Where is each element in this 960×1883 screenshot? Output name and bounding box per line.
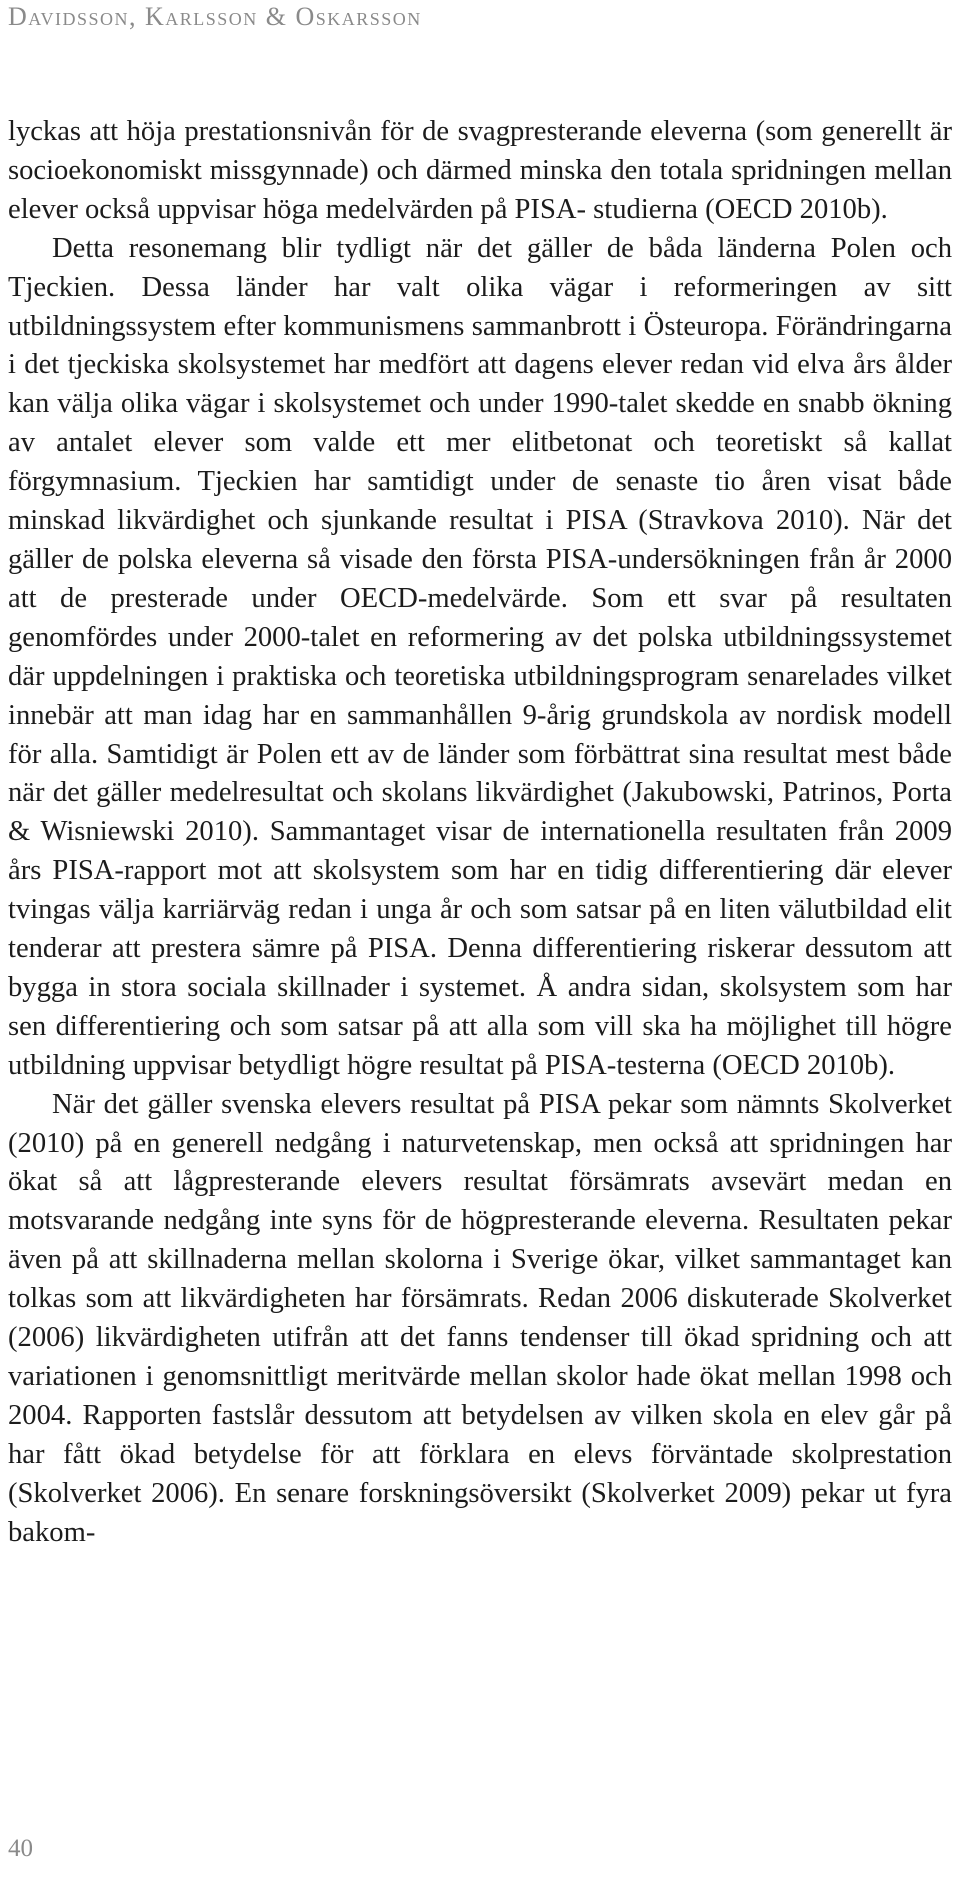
page-number: 40 xyxy=(8,1835,33,1862)
paragraph-continuation: lyckas att höja prestationsnivån för de svagpresterande eleverna (som generellt är socioekonomiskt missgynnade) och därmed minska den totala spridningen mellan elever också uppvisar höga medelvärden på PISA- studierna (OECD 2010b). xyxy=(8,116,952,225)
running-head: Davidsson, Karlsson & Oskarsson xyxy=(8,2,422,31)
paragraph-polen-tjeckien: Detta resonemang blir tydligt när det gäller de båda länderna Polen och Tjeckien. Dessa länder har valt olika vägar i reformeringen av sitt utbildningssystem efter kommunismens sammanbrott i Östeuropa. Förändringarna i det tjeckiska skolsystemet har medfört att dagens elever redan vid elva års ålder kan välja olika vägar i skolsystemet och under 1990-talet skedde en snabb ökning av antalet elever som valde ett mer elitbetonat och teoretiskt så kallat förgymnasium. Tjeckien har samtidigt under de senaste tio åren visat både minskad likvärdighet och sjunkande resultat i PISA (Stravkova 2010). När det gäller de polska eleverna så visade den första PISA-undersökningen från år 2000 att de presterade under OECD-medelvärde. Som ett svar på resultaten genomfördes under 2000-talet en reformering av det polska utbildningssystemet där uppdelningen i praktiska och teoretiska utbildningsprogram senarelades vilket innebär att man idag har en sammanhållen 9-årig grundskola av nordisk modell för alla. Samtidigt är Polen ett av de länder som förbättrat sina resultat mest både när det gäller medelresultat och skolans likvärdighet (Jakubowski, Patrinos, Porta & Wisniewski 2010). Sammantaget visar de internationella resultaten från 2009 års PISA-rapport mot att skolsystem som har en tidig differentiering där elever tvingas välja karriärväg redan i unga år och som satsar på en liten välutbildad elit tenderar att prestera sämre på PISA. Denna differentiering riskerar dessutom att bygga in stora sociala skillnader i systemet. Å andra sidan, skolsystem som har sen differentiering och som satsar på att alla som vill ska ha möjlighet till högre utbildning uppvisar betydligt högre resultat på PISA-testerna (OECD 2010b). xyxy=(8,232,952,1081)
paragraph-svenska-elever: När det gäller svenska elevers resultat på PISA pekar som nämnts Skolverket (2010) på en generell nedgång i naturvetenskap, men också att spridningen har ökat så att lågpresterande elevers resultat försämrats avsevärt medan en motsvarande nedgång inte syns för de högpresterande eleverna. Resultaten pekar även på att skillnaderna mellan skolorna i Sverige ökar, vilket sammantaget kan tolkas som att likvärdigheten har försämrats. Redan 2006 diskuterade Skolverket (2006) likvärdigheten utifrån att det fanns tendenser till ökad spridning och att variationen i genomsnittligt meritvärde mellan skolor hade ökat mellan 1998 och 2004. Rapporten fastslår dessutom att betydelsen av vilken skola en elev går på har fått ökad betydelse för att förklara en elevs förväntade skolprestation (Skolverket 2006). En senare forskningsöversikt (Skolverket 2009) pekar ut fyra bakom- xyxy=(8,1088,952,1548)
body-text xyxy=(8,113,952,1553)
